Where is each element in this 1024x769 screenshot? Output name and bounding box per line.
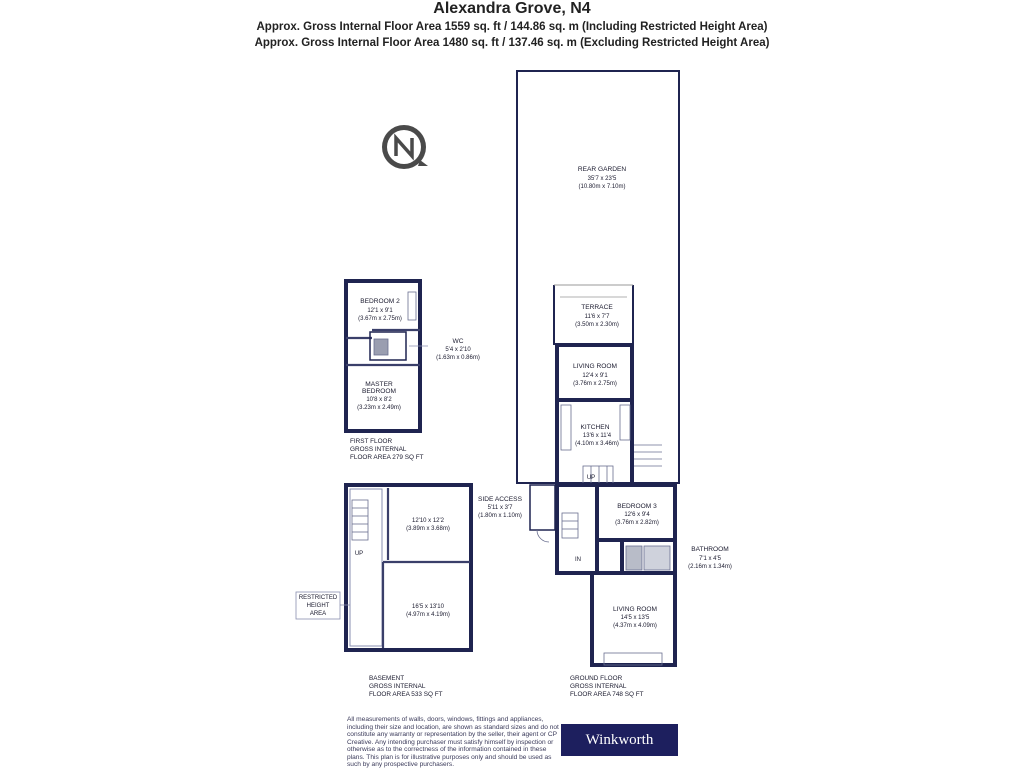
basement-room-top-imperial: 12'10 x 12'2 xyxy=(412,518,444,524)
bathroom-metric: (2.16m x 1.34m) xyxy=(688,564,732,570)
rear-living-room-imperial: 12'4 x 9'1 xyxy=(582,373,608,379)
first-floor-area-line1: FIRST FLOOR xyxy=(350,438,393,445)
bedroom3-metric: (3.76m x 2.82m) xyxy=(615,520,659,526)
basement-stairs xyxy=(352,500,368,540)
bath-fixture xyxy=(626,546,642,570)
north-compass-icon xyxy=(382,125,428,169)
bedroom2-metric: (3.67m x 2.75m) xyxy=(358,316,402,322)
ground-floor-area-line2: GROSS INTERNAL xyxy=(570,683,627,690)
wc-label: WC xyxy=(452,338,464,345)
wc-fixture xyxy=(374,339,388,355)
ground-floor-area-line3: FLOOR AREA 748 SQ FT xyxy=(570,691,644,698)
bedroom2-imperial: 12'1 x 9'1 xyxy=(367,308,393,314)
restricted-label-1: RESTRICTED xyxy=(298,595,338,601)
master-bedroom-imperial: 10'8 x 8'2 xyxy=(366,397,392,403)
first-floor-area-line3: FLOOR AREA 279 SQ FT xyxy=(350,454,424,461)
winkworth-logo: Winkworth xyxy=(561,724,678,756)
restricted-label-2: HEIGHT xyxy=(306,603,330,609)
rear-garden-label: REAR GARDEN xyxy=(577,166,627,173)
kitchen-worktop xyxy=(561,405,571,450)
kitchen-up-label: UP xyxy=(586,475,596,481)
shower-fixture xyxy=(644,546,670,570)
basement-outer xyxy=(346,485,471,650)
rear-garden-outline xyxy=(517,71,679,483)
restricted-height-zone xyxy=(350,489,382,646)
bedroom2-label: BEDROOM 2 xyxy=(360,298,400,305)
master-bedroom-metric: (3.23m x 2.49m) xyxy=(357,405,401,411)
basement-room-top-metric: (3.89m x 3.68m) xyxy=(406,526,450,532)
side-access-label: SIDE ACCESS xyxy=(478,496,522,503)
terrace-metric: (3.50m x 2.30m) xyxy=(575,322,619,328)
wardrobe xyxy=(408,292,416,320)
kitchen-metric: (4.10m x 3.46m) xyxy=(575,441,619,447)
bathroom-imperial: 7'1 x 4'5 xyxy=(699,556,721,562)
rear-garden-metric: (10.80m x 7.10m) xyxy=(578,184,626,190)
side-access-imperial: 5'11 x 3'7 xyxy=(487,505,513,511)
bedroom3-imperial: 12'6 x 9'4 xyxy=(624,512,650,518)
bedroom3-label: BEDROOM 3 xyxy=(617,503,657,510)
restricted-label-3: AREA xyxy=(309,611,327,617)
first-floor-area-line2: GROSS INTERNAL xyxy=(350,446,407,453)
front-living-room-label: LIVING ROOM xyxy=(613,606,657,613)
basement-area-line3: FLOOR AREA 533 SQ FT xyxy=(369,691,443,698)
entrance-in-label: IN xyxy=(575,557,581,563)
basement-plan xyxy=(296,485,471,650)
disclaimer-text: All measurements of walls, doors, windows, fittings and appliances, including their size and location, are shown as standard sizes and do not constitute any warranty or representation by the seller, their agent or CP Creative. Any intending purchaser must satisfy himself by inspection or otherwise as to the correctness of the information contained in these plans. This plan is for illustrative purposes only and should be used as such by any prospective purchasers. xyxy=(347,716,559,768)
basement-room-bottom-imperial: 16'5 x 13'10 xyxy=(412,604,444,610)
rear-door-steps xyxy=(634,445,662,466)
kitchen-worktop-right xyxy=(620,405,630,440)
basement-area-line1: BASEMENT xyxy=(369,675,405,682)
ground-floor-area-line1: GROUND FLOOR xyxy=(570,675,623,682)
wc-imperial: 5'4 x 2'10 xyxy=(445,347,471,353)
basement-room-bottom-metric: (4.97m x 4.19m) xyxy=(406,612,450,618)
terrace-label: TERRACE xyxy=(581,304,613,311)
front-living-room-imperial: 14'5 x 13'5 xyxy=(620,615,650,621)
terrace-imperial: 11'6 x 7'7 xyxy=(584,314,610,320)
basement-up-label: UP xyxy=(354,551,364,557)
bathroom-label: BATHROOM xyxy=(691,546,729,553)
basement-area-line2: GROSS INTERNAL xyxy=(369,683,426,690)
rear-living-room-label: LIVING ROOM xyxy=(573,363,617,370)
area-including-restricted: Approx. Gross Internal Floor Area 1559 sq. ft / 144.86 sq. m (Including Restricted Height Area) xyxy=(256,21,768,33)
master-bedroom-label-1: MASTER xyxy=(365,381,393,388)
kitchen-label: KITCHEN xyxy=(580,424,610,431)
rear-garden-imperial: 35'7 x 23'5 xyxy=(587,176,617,182)
hall-stairs xyxy=(562,513,578,538)
side-access-metric: (1.80m x 1.10m) xyxy=(478,513,522,519)
kitchen-imperial: 13'6 x 11'4 xyxy=(582,433,612,439)
front-living-room-metric: (4.37m x 4.09m) xyxy=(613,623,657,629)
wc-metric: (1.63m x 0.86m) xyxy=(436,355,480,361)
plan-title: Alexandra Grove, N4 xyxy=(433,0,591,17)
area-excluding-restricted: Approx. Gross Internal Floor Area 1480 sq. ft / 137.46 sq. m (Excluding Restricted Height Area) xyxy=(254,37,770,49)
side-access-walls xyxy=(530,485,555,530)
rear-living-room-metric: (3.76m x 2.75m) xyxy=(573,381,617,387)
master-bedroom-label-2: BEDROOM xyxy=(361,388,397,395)
